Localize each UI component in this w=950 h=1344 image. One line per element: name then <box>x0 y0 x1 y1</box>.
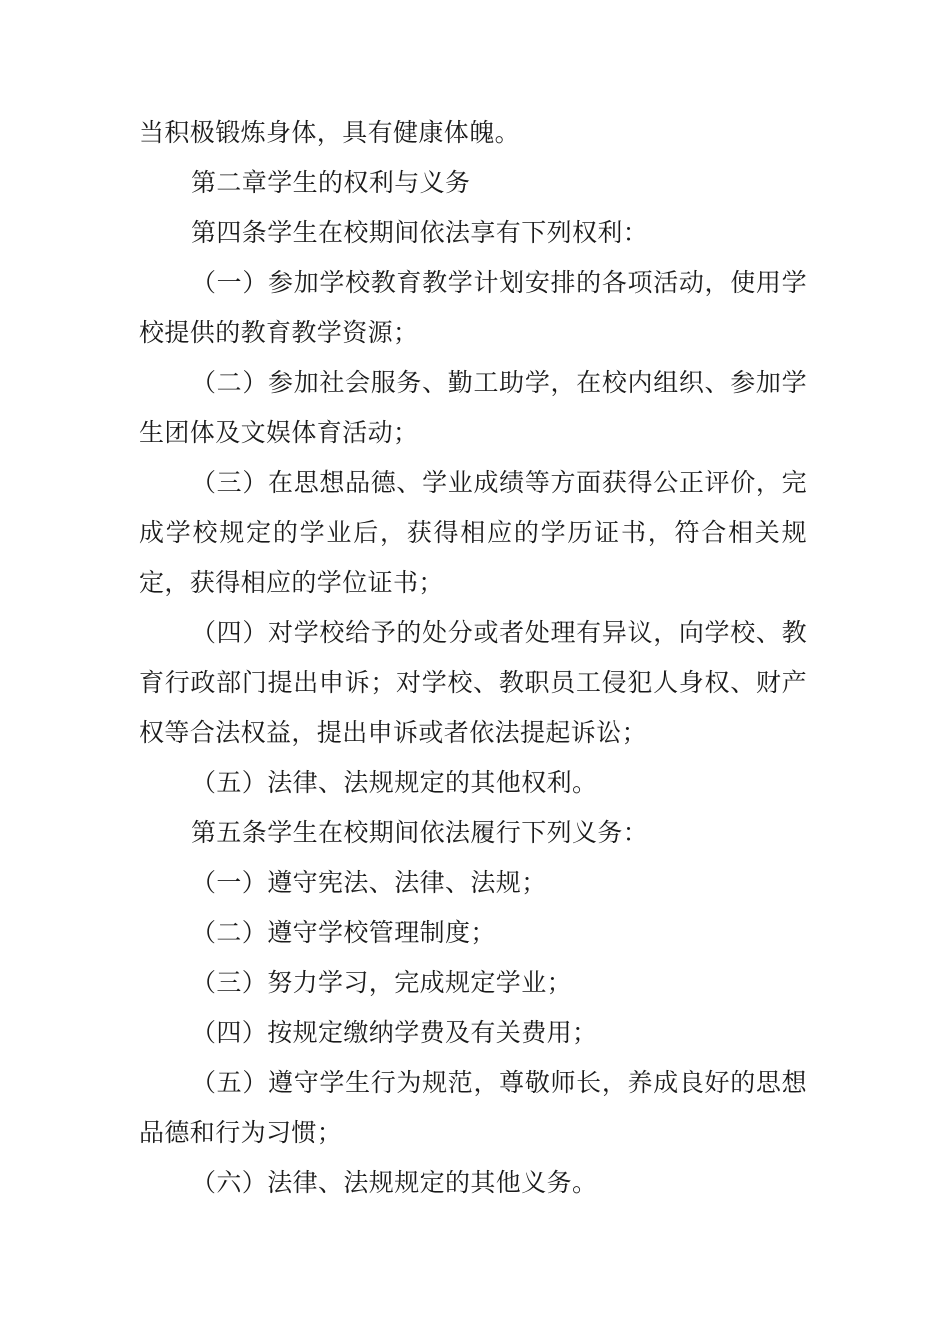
duty-item-1: （一）遵守宪法、法律、法规； <box>191 868 547 897</box>
duty-item-3: （三）努力学习，完成规定学业； <box>191 968 573 997</box>
duty-item-6: （六）法律、法规规定的其他义务。 <box>191 1168 598 1197</box>
right-item-1: （一）参加学校教育教学计划安排的各项活动，使用学校提供的教育教学资源； <box>139 268 807 347</box>
article-five: 第五条学生在校期间依法履行下列义务： <box>191 818 649 847</box>
duty-item-2: （二）遵守学校管理制度； <box>191 918 496 947</box>
chapter-heading: 第二章学生的权利与义务 <box>191 168 471 197</box>
article-four: 第四条学生在校期间依法享有下列权利： <box>191 218 649 247</box>
right-item-4: （四）对学校给予的处分或者处理有异议，向学校、教育行政部门提出申诉；对学校、教职员工侵犯人身权、财产权等合法权益，提出申诉或者依法提起诉讼； <box>139 618 807 747</box>
right-item-5: （五）法律、法规规定的其他权利。 <box>191 768 598 797</box>
duty-item-4: （四）按规定缴纳学费及有关费用； <box>191 1018 598 1047</box>
right-item-2: （二）参加社会服务、勤工助学，在校内组织、参加学生团体及文娱体育活动； <box>139 368 807 447</box>
right-item-3: （三）在思想品德、学业成绩等方面获得公正评价，完成学校规定的学业后，获得相应的学历证书，符合相关规定，获得相应的学位证书； <box>139 468 807 597</box>
document-body <box>139 108 807 1208</box>
duty-item-5: （五）遵守学生行为规范，尊敬师长，养成良好的思想品德和行为习惯； <box>139 1068 807 1147</box>
paragraph-continuation: 当积极锻炼身体，具有健康体魄。 <box>139 118 521 147</box>
